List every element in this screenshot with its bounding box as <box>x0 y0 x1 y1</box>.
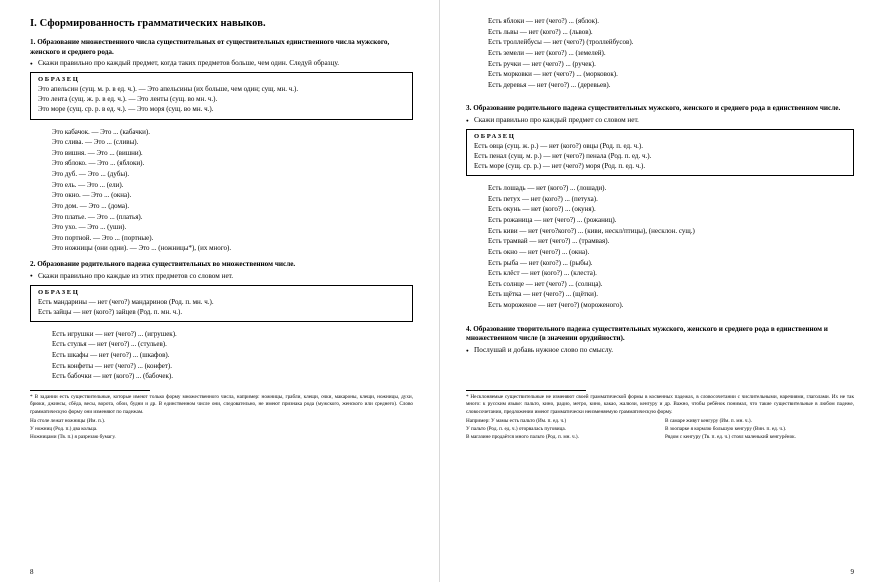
sample-line: Это море (сущ. ср. р. в ед. ч.). — Это моря (сущ. во мн. ч.). <box>38 105 214 114</box>
task-1-sample-box <box>30 72 413 119</box>
exercise-line: Есть трамвай — нет (чего?) ... (трамвая). <box>488 237 610 246</box>
sample-label: ОБРАЗЕЦ <box>38 76 80 84</box>
task-2-sample-box <box>30 285 413 322</box>
task-1-heading: 1. Образование множественного числа существительных от существительных единственного числа мужского, женского и среднего рода. <box>30 38 390 56</box>
footnote-example: В магазине продаётся много пальто (Род. п. мн. ч.). <box>466 433 579 440</box>
exercise-line: Это ель. — Это ... (ели). <box>52 180 124 189</box>
exercise-line: Это дом. — Это ... (дома). <box>52 201 130 210</box>
page-number-left: 8 <box>30 568 34 576</box>
sample-label: ОБРАЗЕЦ <box>474 132 516 140</box>
exercise-line: Есть мороженое — нет (чего?) (мороженого). <box>488 301 624 310</box>
exercise-line: Это ухо. — Это ... (уши). <box>52 223 127 232</box>
footnote-example: В самаре живут кенгуру (Им. п. мн. ч.). <box>665 418 752 425</box>
footnote-example: Ножницами (Тв. п.) я разрезаю бумагу. <box>30 433 116 440</box>
exercise-line: Это слива. — Это ... (сливы). <box>52 138 139 147</box>
footnote-example: У пальто (Род. п. ед. ч.) оторвалась пуговица. <box>466 425 566 432</box>
exercise-line: Есть шкафы — нет (чего?) ... (шкафов). <box>52 351 170 360</box>
right-page <box>440 0 880 582</box>
footnote-examples <box>466 418 854 441</box>
footnote-text: * Несклоняемые существительные не изменяют своей грамматической формы в косвенных падежах, в словосочетании с числительными, наречиями, глаголами. Их не так много: к русским языке: пальто, кино, радио, метро, кино, какао, жалюзи, кенгуру и др. Важно, чтобы ребёнок понимал, что такие существительные в любом падеже, словосочетании, предложении имеют грамматически неизменяемую грамматическую форму. <box>466 393 854 415</box>
exercise-line: Есть клёст — нет (кого?) ... (клеста). <box>488 269 597 278</box>
task-3-sample-box <box>466 129 854 176</box>
task-3-exercise-list <box>466 183 854 311</box>
exercise-line: Это ножницы (они одни). — Это ... (ножницы*), (их много). <box>52 244 232 253</box>
sample-label: ОБРАЗЕЦ <box>38 288 80 296</box>
exercise-line: Есть конфеты — нет (чего?) ... (конфет). <box>52 361 172 370</box>
task-1-instruction: ● Скажи правильно про каждый предмет, когда таких предметов больше, чем один. Следуй образцу. <box>30 59 413 69</box>
page-title: I. Сформированность грамматических навыков. <box>30 18 266 29</box>
sample-line: Есть овца (сущ. ж. р.) — нет (кого?) овцы (Род. п. ед. ч.). <box>474 141 643 150</box>
exercise-line: Это кабачок. — Это ... (кабачки). <box>52 127 151 136</box>
sample-line: Есть море (сущ. ср. р.) — нет (чего?) моря (Род. п. ед. ч.). <box>474 162 646 171</box>
footnote-divider <box>466 390 586 391</box>
footnote-example: В зоопарке я кормлю большую кенгуру (Вин. п. ед. ч.). <box>665 425 787 432</box>
exercise-line: Есть солнце — нет (чего?) ... (солнца). <box>488 279 603 288</box>
footnote-example: У ножниц (Род. п.) два кольца. <box>30 425 98 432</box>
exercise-line: Это вишня. — Это ... (вишни). <box>52 148 143 157</box>
footnote-example: Например: У мамы есть пальто (Им. п. ед. ч.) <box>466 418 567 425</box>
exercise-line: Есть щётка — нет (чего?) ... (щётки). <box>488 290 598 299</box>
exercise-line: Есть бабочки — нет (кого?) ... (бабочек). <box>52 372 174 381</box>
exercise-line: Это портной. — Это ... (портные). <box>52 233 154 242</box>
exercise-line: Это платье. — Это ... (платья). <box>52 212 143 221</box>
exercise-line: Это дуб. — Это ... (дубы). <box>52 170 130 179</box>
exercise-line: Есть окунь — нет (кого?) ... (окуня). <box>488 205 596 214</box>
exercise-line: Есть киви — нет (чего?кого?) ... (киви, нескл/птицы), (несклон. сущ.) <box>488 226 695 235</box>
task-4-heading: 4. Образование творительного падежа существительных мужского, женского и среднего рода в единственном и множественном числе (в значении орудийности). <box>466 324 828 343</box>
exercise-line: Есть петух — нет (кого?) ... (петуха). <box>488 194 598 203</box>
task-2-heading: 2. Образование родительного падежа существительных во множественном числе. <box>30 260 296 269</box>
exercise-line: Есть ручки — нет (чего?) ... (ручек). <box>488 59 596 68</box>
footnote-example: На столе лежат ножницы (Им. п.). <box>30 418 106 425</box>
task-1-exercise-list <box>30 127 413 255</box>
footnote-divider <box>30 390 150 391</box>
exercise-line: Это яблоко. — Это ... (яблоки). <box>52 159 145 168</box>
sample-line: Это лента (сущ. ж. р. в ед. ч.). — Это ленты (сущ. во мн. ч.). <box>38 95 218 104</box>
exercise-line: Есть стулья — нет (чего?) ... (стульев). <box>52 340 167 349</box>
task-2-instruction: ● Скажи правильно про каждые из этих предметов со словом нет. <box>30 272 413 282</box>
exercise-line: Есть морковки — нет (чего?) ... (морковок). <box>488 70 618 79</box>
exercise-line: Есть троллейбусы — нет (чего?) (троллейбусов). <box>488 38 634 47</box>
exercise-line: Есть львы — нет (кого?) ... (львов). <box>488 27 593 36</box>
exercise-line: Есть рыба — нет (кого?) ... (рыбы). <box>488 258 593 267</box>
footnote-examples <box>30 418 413 441</box>
page-number-right: 9 <box>850 568 854 576</box>
exercise-line: Есть игрушки — нет (чего?) ... (игрушек). <box>52 329 177 338</box>
exercise-line: Есть яблоки — нет (чего?) ... (яблок). <box>488 17 600 25</box>
sample-line: Есть пенал (сущ. м. р.) — нет (чего?) пенала (Род. п. ед. ч.). <box>474 151 652 160</box>
exercise-line: Это окно. — Это ... (окна). <box>52 191 132 200</box>
footnote-text: * В задании есть существительные, которые имеют только форму множественного числа, например: ножницы, грабли, клещи, очки, макароны, клещи, ножницы, духи, брюки, джинсы, сбёда, весы, ворота, обои, будни и др. В единственном числе они, следовательно, не имеют признака рода (мужского, женского или среднего). Слово грамматическую форму они изменяют по падежам. <box>30 393 413 415</box>
task-2-continued-list <box>466 16 854 90</box>
sample-line: Это апельсин (сущ. м. р. в ед. ч.). — Это апельсины (их больше, чем один; сущ. мн. ч.). <box>38 85 299 94</box>
exercise-line: Есть рожаница — нет (чего?) ... (рожаниц). <box>488 216 617 225</box>
exercise-line: Есть окно — нет (чего?) ... (окна). <box>488 247 590 256</box>
sample-line: Есть мандарины — нет (чего?) мандаринов (Род. п. мн. ч.). <box>38 297 214 306</box>
footnote-example: Рядом с кенгуру (Тв. п. ед. ч.) стоял маленький кенгурёнок. <box>665 433 796 440</box>
task-3-heading: 3. Образование родительного падежа существительных мужского, женского и среднего рода в единственном числе. <box>466 104 841 113</box>
exercise-line: Есть лошадь — нет (кого?) ... (лошади). <box>488 184 607 193</box>
task-2-exercise-list <box>30 329 413 382</box>
exercise-line: Есть деревья — нет (чего?) ... (деревьев). <box>488 80 611 89</box>
task-3-instruction: ● Скажи правильно про каждый предмет со словом нет. <box>466 116 854 126</box>
exercise-line: Есть земели — нет (кого?) ... (земелей). <box>488 48 606 57</box>
sample-line: Есть зайцы — нет (кого?) зайцев (Род. п. мн. ч.). <box>38 307 183 316</box>
task-4-instruction: ● Послушай и добавь нужное слово по смыслу. <box>466 346 854 356</box>
